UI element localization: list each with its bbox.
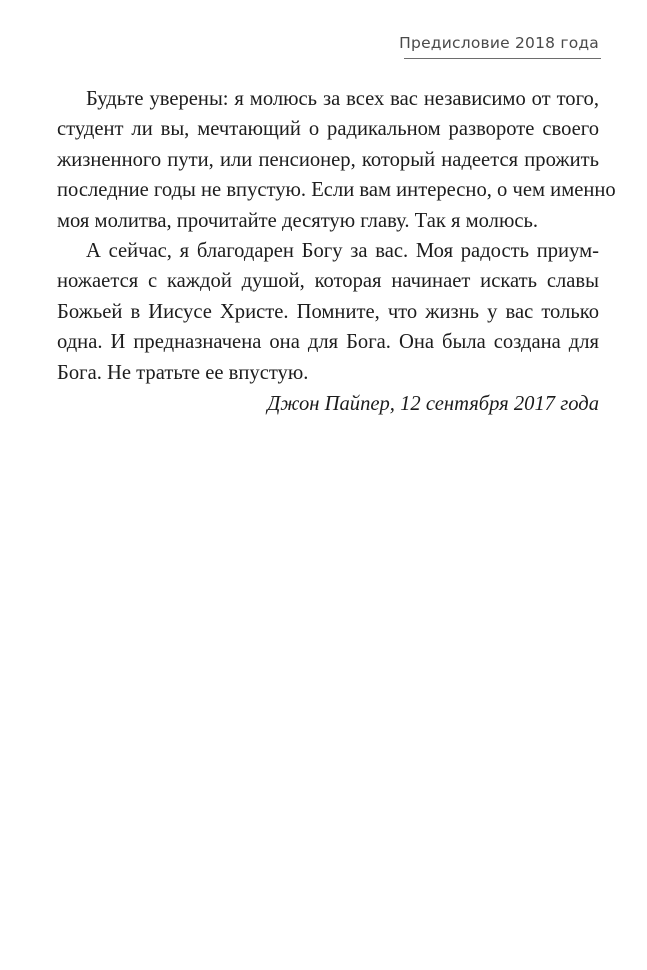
header-rule bbox=[404, 58, 601, 59]
paragraph-line: Будьте уверены: я молюсь за всех вас независимо от того, bbox=[86, 88, 599, 110]
paragraph-line: А сейчас, я благодарен Богу за вас. Моя радость приум- bbox=[86, 240, 599, 263]
running-header: Предисловие 2018 года bbox=[399, 34, 599, 52]
paragraph-line: последние годы не впустую. Если вам интересно, о чем именно bbox=[57, 179, 616, 202]
paragraph-line: ножается с каждой душой, которая начинает искать славы bbox=[57, 270, 599, 293]
paragraph-line: Бога. Не тратьте ее впустую. bbox=[57, 361, 309, 384]
paragraph-2 bbox=[57, 236, 599, 388]
paragraph-line: одна. И предназначена она для Бога. Она была создана для bbox=[57, 331, 599, 354]
paragraph-line: моя молитва, прочитайте десятую главу. Так я молюсь. bbox=[57, 209, 539, 232]
author-signature: Джон Пайпер, 12 сентября 2017 года bbox=[267, 393, 599, 416]
paragraph-line: жизненного пути, или пенсионер, который надеется прожить bbox=[57, 148, 599, 171]
paragraph-line: Божьей в Иисусе Христе. Помните, что жизнь у вас только bbox=[57, 300, 599, 323]
paragraph-1 bbox=[57, 84, 616, 236]
paragraph-line: студент ли вы, мечтающий о радикальном развороте своего bbox=[57, 118, 599, 141]
body-text bbox=[57, 84, 616, 419]
